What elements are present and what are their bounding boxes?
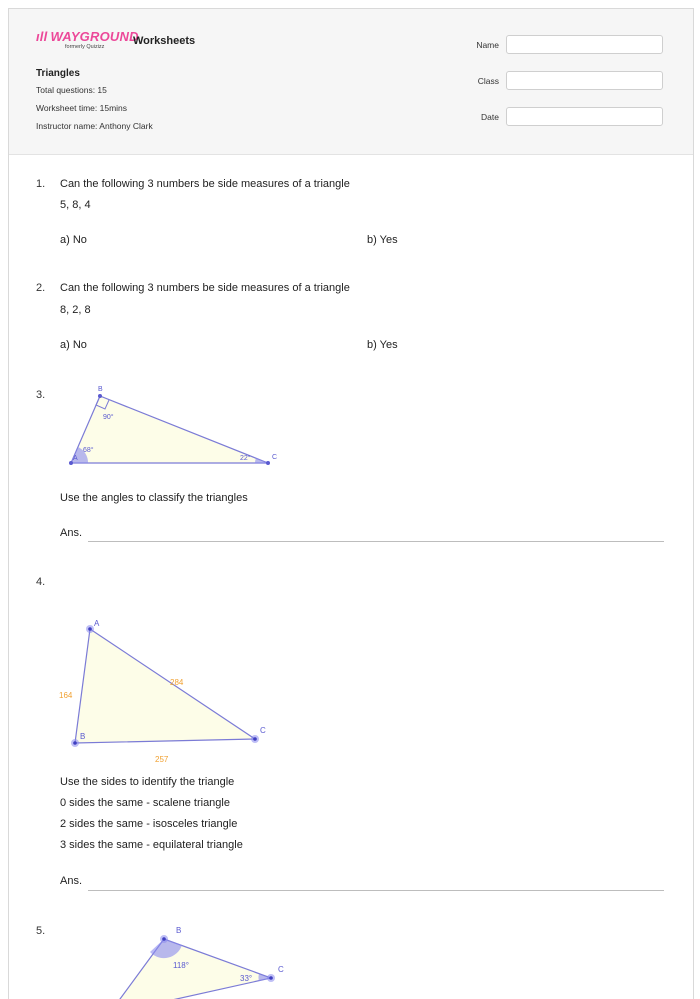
date-label: Date bbox=[481, 112, 499, 122]
wayground-logo bbox=[36, 29, 139, 50]
vertex-a-point bbox=[88, 627, 92, 631]
question-number: 5. bbox=[36, 925, 46, 937]
vertex-c-point bbox=[269, 976, 273, 980]
triangle-shape bbox=[109, 939, 271, 999]
question-number: 3. bbox=[36, 389, 46, 401]
vertex-b-label: B bbox=[98, 386, 103, 393]
question-values: 5, 8, 4 bbox=[60, 199, 91, 211]
instruction-scalene: 0 sides the same - scalene triangle bbox=[60, 797, 230, 809]
worksheet-page bbox=[8, 8, 694, 999]
question-instruction: Use the sides to identify the triangle bbox=[60, 776, 235, 788]
vertex-c-label: C bbox=[278, 965, 284, 974]
class-field[interactable] bbox=[506, 71, 663, 90]
instruction-isosceles: 2 sides the same - isosceles triangle bbox=[60, 818, 238, 830]
worksheet-title: Triangles bbox=[36, 68, 80, 79]
question-values: 8, 2, 8 bbox=[60, 304, 91, 316]
date-field[interactable] bbox=[506, 107, 663, 126]
total-questions: Total questions: 15 bbox=[36, 85, 107, 95]
vertex-a-label: A bbox=[73, 455, 78, 462]
triangle-shape bbox=[75, 629, 255, 743]
option-b[interactable]: b) Yes bbox=[367, 234, 398, 246]
angle-c-label: 22° bbox=[240, 455, 251, 462]
angle-a-label: 68° bbox=[83, 447, 94, 454]
vertex-a-label: A bbox=[94, 619, 100, 628]
logo-mark-icon: ıll bbox=[36, 29, 48, 44]
answer-line[interactable] bbox=[88, 890, 664, 891]
angle-b-label: 118° bbox=[173, 961, 189, 970]
question-text: Can the following 3 numbers be side measures of a triangle bbox=[60, 282, 350, 294]
right-triangle-figure bbox=[59, 379, 289, 469]
scalene-triangle-figure bbox=[54, 609, 284, 769]
instruction-equilateral: 3 sides the same - equilateral triangle bbox=[60, 839, 243, 851]
vertex-c-point bbox=[253, 737, 257, 741]
answer-label: Ans. bbox=[60, 875, 83, 887]
vertex-c-label: C bbox=[260, 726, 266, 735]
instructor-name: Instructor name: Anthony Clark bbox=[36, 121, 153, 131]
side-ac-label: 284 bbox=[170, 678, 184, 687]
name-label: Name bbox=[476, 40, 499, 50]
question-number: 4. bbox=[36, 576, 46, 588]
side-bc-label: 257 bbox=[155, 755, 169, 764]
question-number: 1. bbox=[36, 178, 46, 190]
side-ab-label: 164 bbox=[59, 691, 73, 700]
angle-b-label: 90° bbox=[103, 414, 114, 421]
answer-label: Ans. bbox=[60, 527, 83, 539]
angle-c-marker bbox=[255, 458, 268, 463]
vertex-b-point bbox=[162, 937, 166, 941]
brand-title: Worksheets bbox=[133, 35, 196, 47]
angle-c-label: 33° bbox=[240, 974, 253, 983]
option-a[interactable]: a) No bbox=[60, 339, 87, 351]
vertex-b-point bbox=[98, 394, 102, 398]
option-a[interactable]: a) No bbox=[60, 234, 87, 246]
question-instruction: Use the angles to classify the triangles bbox=[60, 492, 248, 504]
vertex-b-label: B bbox=[80, 732, 86, 741]
vertex-c-label: C bbox=[272, 454, 278, 461]
name-field[interactable] bbox=[506, 35, 663, 54]
vertex-b-label: B bbox=[176, 926, 182, 935]
obtuse-triangle-figure bbox=[69, 914, 299, 999]
triangle-shape bbox=[71, 396, 268, 463]
logo-text: WAYGROUND bbox=[50, 29, 139, 44]
worksheet-time: Worksheet time: 15mins bbox=[36, 103, 128, 113]
worksheet-header bbox=[9, 9, 693, 155]
logo-subtitle: formerly Quizizz bbox=[65, 44, 105, 50]
vertex-c-point bbox=[266, 461, 270, 465]
vertex-b-point bbox=[73, 741, 77, 745]
answer-line[interactable] bbox=[88, 541, 664, 542]
class-label: Class bbox=[477, 76, 499, 86]
option-b[interactable]: b) Yes bbox=[367, 339, 398, 351]
question-text: Can the following 3 numbers be side measures of a triangle bbox=[60, 178, 350, 190]
question-number: 2. bbox=[36, 282, 46, 294]
